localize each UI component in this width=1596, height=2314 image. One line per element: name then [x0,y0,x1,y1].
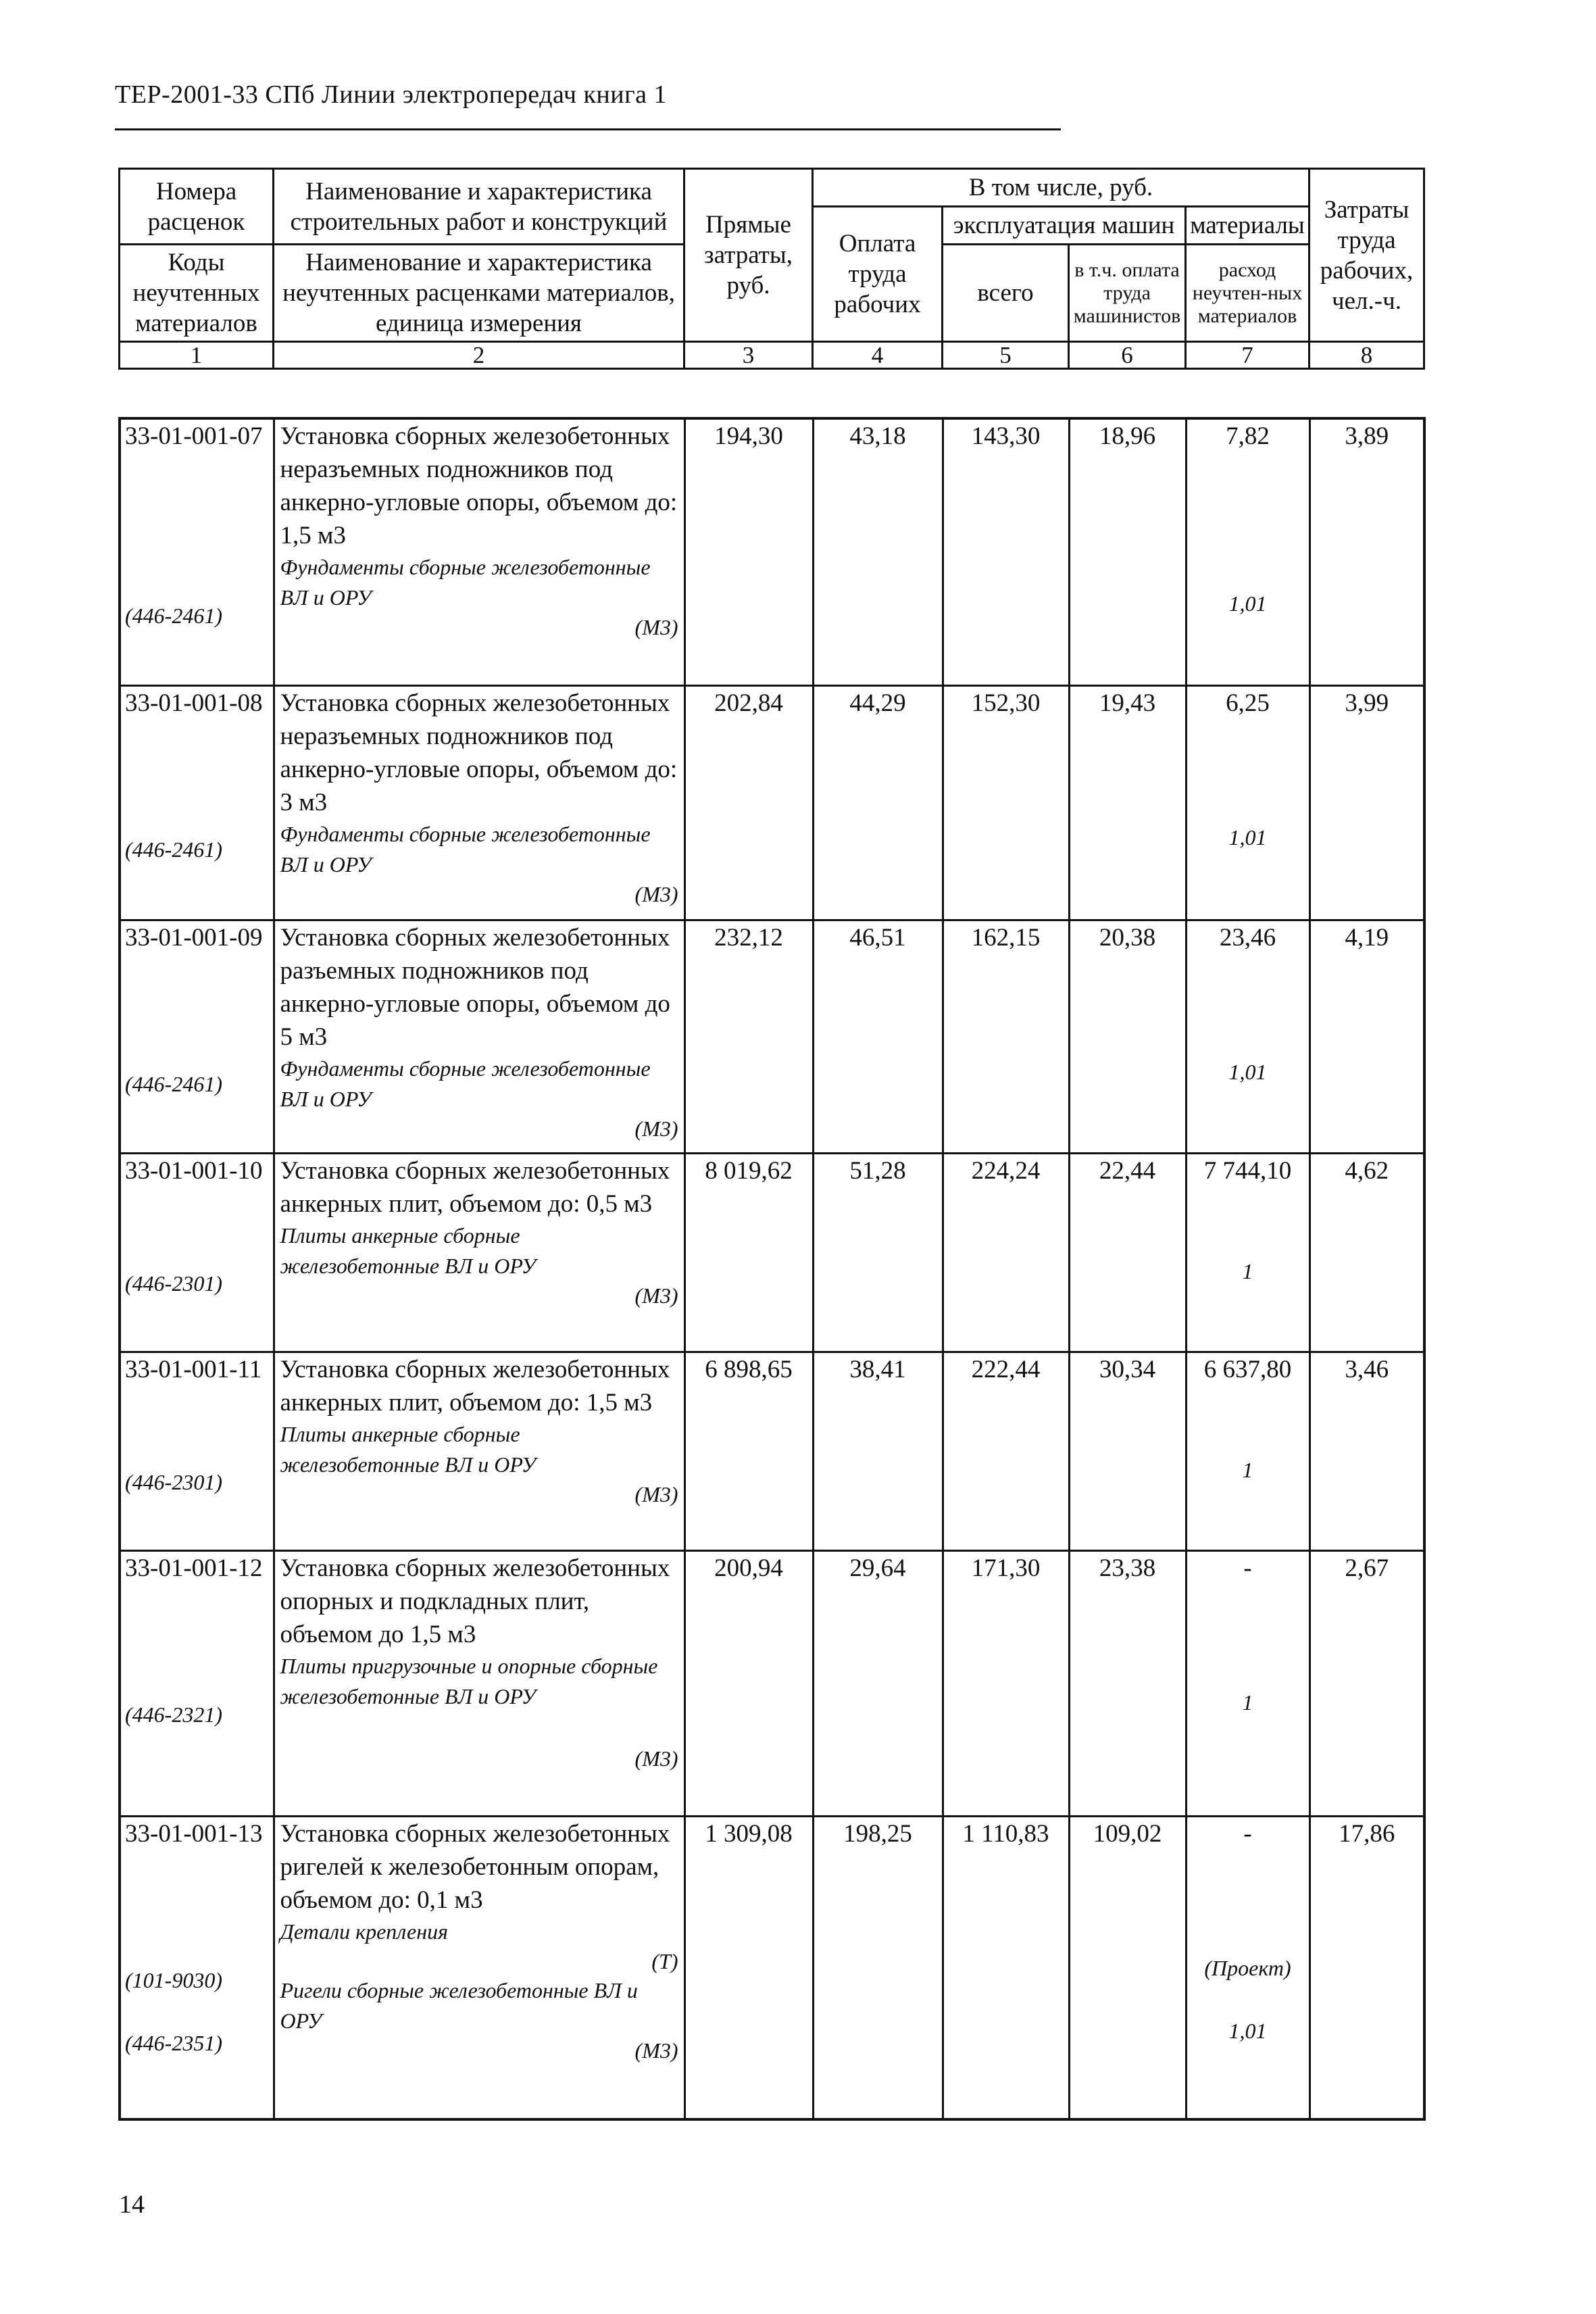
labor-pay-cell: 44,29 [813,685,943,920]
work-description: Установка сборных железобетонных анкерных плит, объемом до: 1,5 м3 [280,1355,670,1417]
material-consumption: 1,01 [1228,591,1267,616]
material-unit: (М3) [634,1746,678,1771]
page-number: 14 [119,2190,145,2219]
machines-total-cell: 152,30 [943,685,1069,920]
col-rate-number-header: Номера расценок [120,169,274,245]
col-group-header: В том числе, руб. [813,169,1310,207]
table-row [120,1153,1424,1352]
labor-pay-cell: 46,51 [813,920,943,1153]
rate-code-cell [120,1153,274,1352]
machines-total-cell: 1 110,83 [943,1816,1069,2119]
labor-hours-cell: 17,86 [1310,1816,1424,2119]
table-row [120,1550,1424,1816]
col-machines-total-header: всего [943,245,1069,342]
material-unit: (М3) [634,615,678,639]
material-name: Фундаменты сборные железобетонные ВЛ и ОРУ [280,821,651,877]
col-labor-pay-header: Оплата труда рабочих [813,207,943,342]
material-code: (446-2301) [125,1469,222,1494]
labor-hours-cell: 4,19 [1310,920,1424,1153]
col-machinists-pay-header: в т.ч. оплата труда машинистов [1069,245,1186,342]
rate-code: 33-01-001-12 [125,1554,263,1582]
labor-pay-cell: 51,28 [813,1153,943,1352]
machines-total-cell: 162,15 [943,920,1069,1153]
col-machines-header: эксплуатация машин [943,207,1186,245]
machinists-pay-cell: 23,38 [1069,1550,1186,1816]
rate-code: 33-01-001-13 [125,1819,263,1848]
material-unit: (М3) [634,1116,678,1141]
materials-value: 7 744,10 [1203,1156,1292,1185]
material-name: Плиты анкерные сборные железобетонные ВЛ и ОРУ [280,1223,537,1278]
direct-costs-cell: 194,30 [684,418,813,685]
col-number: 6 [1069,342,1186,369]
labor-pay-cell: 38,41 [813,1352,943,1550]
materials-cell [1186,1352,1310,1550]
material-name: Плиты анкерные сборные железобетонные ВЛ и ОРУ [280,1421,537,1477]
labor-pay-cell: 29,64 [813,1550,943,1816]
material-code: (446-2461) [125,1071,222,1096]
col-direct-costs-header: Прямые затраты, руб. [684,169,813,342]
col-unaccounted-materials-header: Наименование и характеристика неучтенных расценками материалов, единица измерения [274,245,684,342]
header-rule [115,128,1061,130]
labor-hours-cell: 3,46 [1310,1352,1424,1550]
col-number: 7 [1186,342,1310,369]
labor-hours-cell: 2,67 [1310,1550,1424,1816]
materials-value: - [1243,1554,1252,1582]
rate-code: 33-01-001-10 [125,1156,263,1185]
col-number: 8 [1310,342,1424,369]
rate-code-cell [120,418,274,685]
rate-code: 33-01-001-11 [125,1355,262,1383]
materials-cell [1186,1550,1310,1816]
work-description: Установка сборных железобетонных анкерных плит, объемом до: 0,5 м3 [280,1156,670,1218]
rate-code: 33-01-001-07 [125,422,263,450]
labor-hours-cell: 3,99 [1310,685,1424,920]
rate-code-cell [120,1352,274,1550]
material-code: (101-9030) [125,1967,222,1992]
machinists-pay-cell: 30,34 [1069,1352,1186,1550]
materials-value: 6,25 [1226,689,1270,717]
rate-code: 33-01-001-09 [125,923,263,952]
material-consumption: 1,01 [1228,2018,1267,2043]
direct-costs-cell: 8 019,62 [684,1153,813,1352]
material-consumption: 1,01 [1228,1059,1267,1084]
material-code: (446-2351) [125,2030,222,2055]
work-description: Установка сборных железобетонных опорных и подкладных плит, объемом до 1,5 м3 [280,1554,670,1648]
work-description-cell [274,1816,684,2119]
materials-value: 6 637,80 [1203,1355,1292,1383]
col-number: 2 [274,342,684,369]
machines-total-cell: 222,44 [943,1352,1069,1550]
col-materials-header: материалы [1186,207,1310,245]
work-description-cell [274,1153,684,1352]
rate-code-cell [120,685,274,920]
work-description: Установка сборных железобетонных неразъемных подножников под анкерно-угловые опоры, объемом до: 1,5 м3 [280,422,678,549]
direct-costs-cell: 202,84 [684,685,813,920]
machines-total-cell: 171,30 [943,1550,1069,1816]
labor-pay-cell: 198,25 [813,1816,943,2119]
work-description: Установка сборных железобетонных неразъемных подножников под анкерно-угловые опоры, объемом до: 3 м3 [280,689,678,816]
materials-cell [1186,685,1310,920]
machines-total-cell: 143,30 [943,418,1069,685]
material-code: (446-2461) [125,837,222,862]
col-unaccounted-codes-header: Коды неучтенных материалов [120,245,274,342]
running-title: ТЕР-2001-33 СПб Линии электропередач книга 1 [115,80,668,109]
materials-cell [1186,1153,1310,1352]
col-work-name-header: Наименование и характеристика строительных работ и конструкций [274,169,684,245]
work-description: Установка сборных железобетонных разъемных подножников под анкерно-угловые опоры, объемом до 5 м3 [280,923,670,1051]
rate-code-cell [120,1816,274,2119]
labor-hours-cell: 3,89 [1310,418,1424,685]
material-unit: (М3) [634,2038,678,2063]
col-materials-consumption-header: расход неучтен-ных материалов [1186,245,1310,342]
rate-code-cell [120,1550,274,1816]
machinists-pay-cell: 19,43 [1069,685,1186,920]
material-consumption: (Проект) [1204,1955,1291,1980]
material-name: Фундаменты сборные железобетонные ВЛ и ОРУ [280,1056,651,1111]
table-row [120,685,1424,920]
table-row [120,418,1424,685]
direct-costs-cell: 6 898,65 [684,1352,813,1550]
col-number: 3 [684,342,813,369]
material-code: (446-2321) [125,1702,222,1727]
work-description: Установка сборных железобетонных ригелей к железобетонным опорам, объемом до: 0,1 м3 [280,1819,670,1914]
material-unit: (Т) [651,1948,678,1973]
machinists-pay-cell: 109,02 [1069,1816,1186,2119]
table-row [120,1816,1424,2119]
materials-cell [1186,1816,1310,2119]
work-description-cell [274,1550,684,1816]
labor-pay-cell: 43,18 [813,418,943,685]
machines-total-cell: 224,24 [943,1153,1069,1352]
material-consumption: 1 [1242,1690,1253,1715]
materials-value: 23,46 [1219,923,1276,952]
material-unit: (М3) [634,881,678,906]
material-code: (446-2461) [125,604,222,628]
material-name: Ригели сборные железобетонные ВЛ и ОРУ [280,1977,638,2033]
materials-value: - [1243,1819,1252,1848]
material-name: Плиты пригрузочные и опорные сборные железобетонные ВЛ и ОРУ [280,1653,658,1708]
materials-cell [1186,418,1310,685]
material-unit: (М3) [634,1481,678,1506]
material-name: Фундаменты сборные железобетонные ВЛ и ОРУ [280,555,651,610]
machinists-pay-cell: 18,96 [1069,418,1186,685]
material-code: (446-2301) [125,1271,222,1296]
rate-code: 33-01-001-08 [125,689,263,717]
material-consumption: 1,01 [1228,824,1267,850]
col-number: 1 [120,342,274,369]
table-row [120,920,1424,1153]
material-name: Детали крепления [280,1919,448,1944]
material-consumption: 1 [1242,1457,1253,1482]
machinists-pay-cell: 22,44 [1069,1153,1186,1352]
direct-costs-cell: 200,94 [684,1550,813,1816]
materials-value: 7,82 [1226,422,1270,450]
col-number: 4 [813,342,943,369]
material-unit: (М3) [634,1283,678,1308]
rate-code-cell [120,920,274,1153]
rates-table [118,417,1426,2121]
work-description-cell [274,418,684,685]
work-description-cell [274,920,684,1153]
col-labor-hours-header: Затраты труда рабочих, чел.-ч. [1310,169,1424,342]
table-row [120,1352,1424,1550]
labor-hours-cell: 4,62 [1310,1153,1424,1352]
work-description-cell [274,685,684,920]
materials-cell [1186,920,1310,1153]
column-header-table [118,168,1425,370]
direct-costs-cell: 232,12 [684,920,813,1153]
machinists-pay-cell: 20,38 [1069,920,1186,1153]
direct-costs-cell: 1 309,08 [684,1816,813,2119]
work-description-cell [274,1352,684,1550]
material-consumption: 1 [1242,1258,1253,1283]
col-number: 5 [943,342,1069,369]
